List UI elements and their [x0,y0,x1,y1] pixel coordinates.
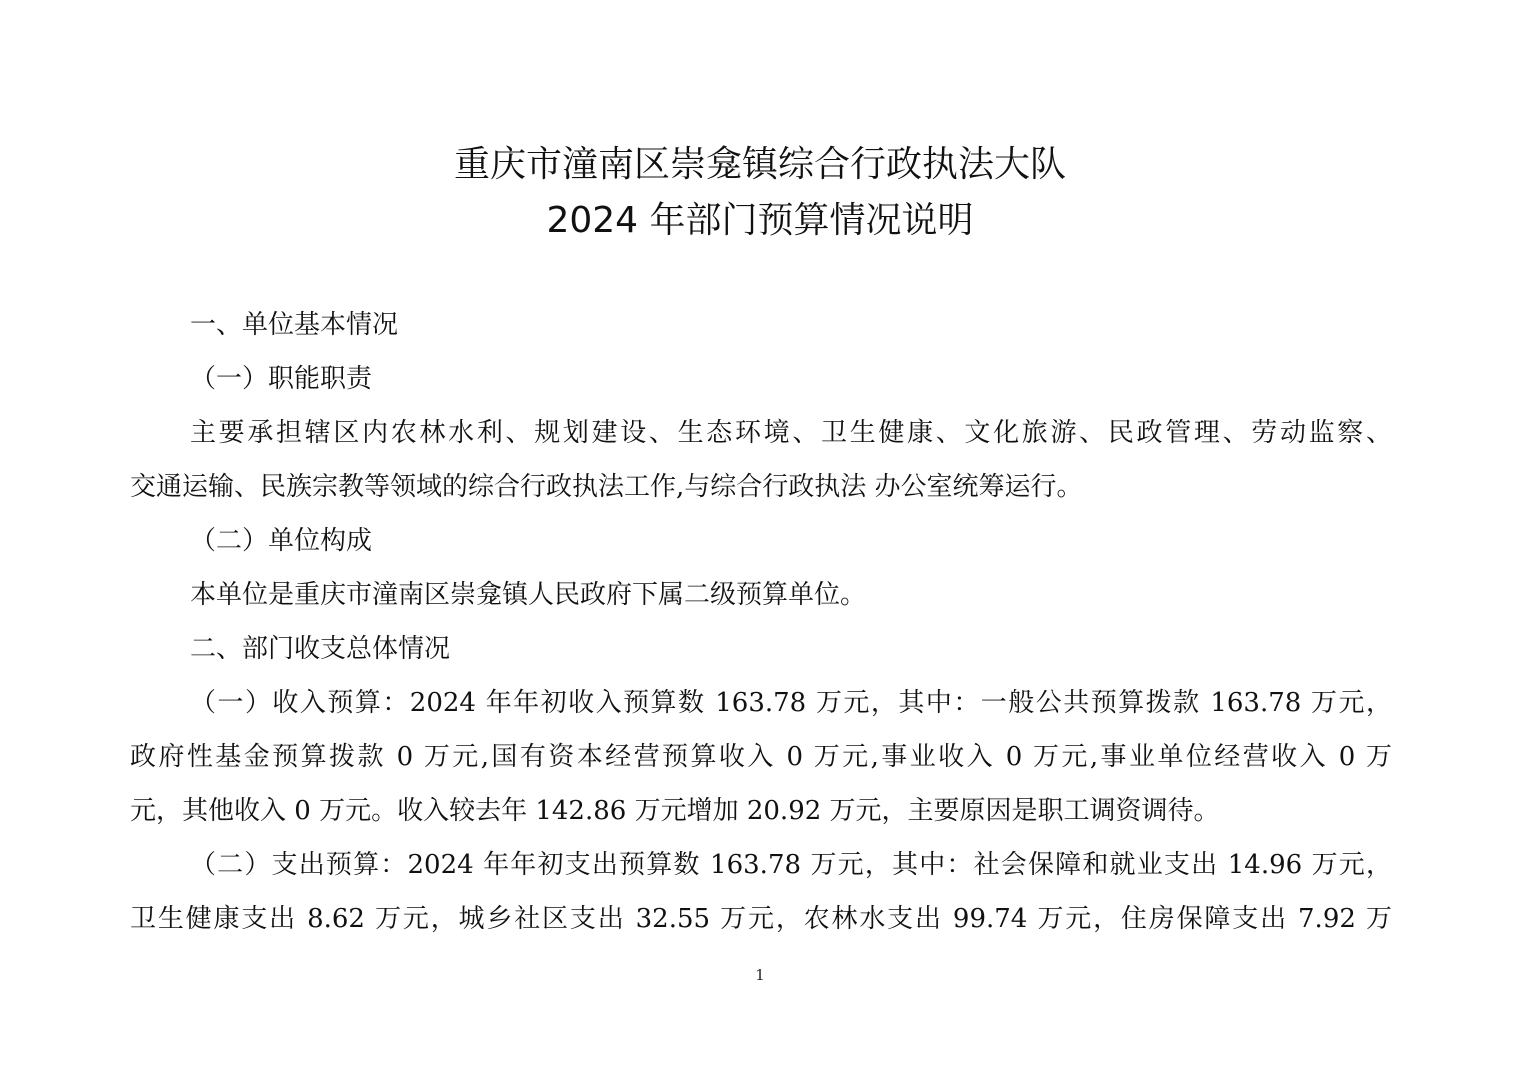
document-title-line-2: 2024 年部门预算情况说明 [546,200,974,241]
document-title-line-1: 重庆市潼南区崇龛镇综合行政执法大队 [453,144,1066,185]
responsibilities-paragraph-line-1: 主要承担辖区内农林水利、规划建设、生态环境、卫生健康、文化旅游、民政管理、劳动监察、 [190,418,1392,448]
section-1-sub-1-heading: （一）职能职责 [190,364,373,394]
income-budget-line-2: 政府性基金预算拨款 0 万元,国有资本经营预算收入 0 万元,事业收入 0 万元,事业单位经营收入 0 万 [130,742,1392,772]
income-budget-line-3: 元，其他收入 0 万元。收入较去年 142.86 万元增加 20.92 万元，主要原因是职工调资调待。 [130,796,1220,826]
responsibilities-paragraph-line-2: 交通运输、民族宗教等领域的综合行政执法工作,与综合行政执法 办公室统筹运行。 [130,472,1083,502]
section-1-heading: 一、单位基本情况 [190,310,399,340]
expense-budget-line-1: （二）支出预算：2024 年年初支出预算数 163.78 万元，其中：社会保障和就业支出 14.96 万元， [190,850,1392,880]
page-number: 1 [755,966,765,984]
expense-budget-line-2: 卫生健康支出 8.62 万元，城乡社区支出 32.55 万元，农林水支出 99.74 万元，住房保障支出 7.92 万 [130,904,1392,934]
section-2-heading: 二、部门收支总体情况 [190,634,451,664]
section-1-sub-2-heading: （二）单位构成 [190,526,373,556]
composition-paragraph: 本单位是重庆市潼南区崇龛镇人民政府下属二级预算单位。 [190,580,867,610]
income-budget-line-1: （一）收入预算：2024 年年初收入预算数 163.78 万元，其中：一般公共预算拨款 163.78 万元， [190,688,1392,718]
